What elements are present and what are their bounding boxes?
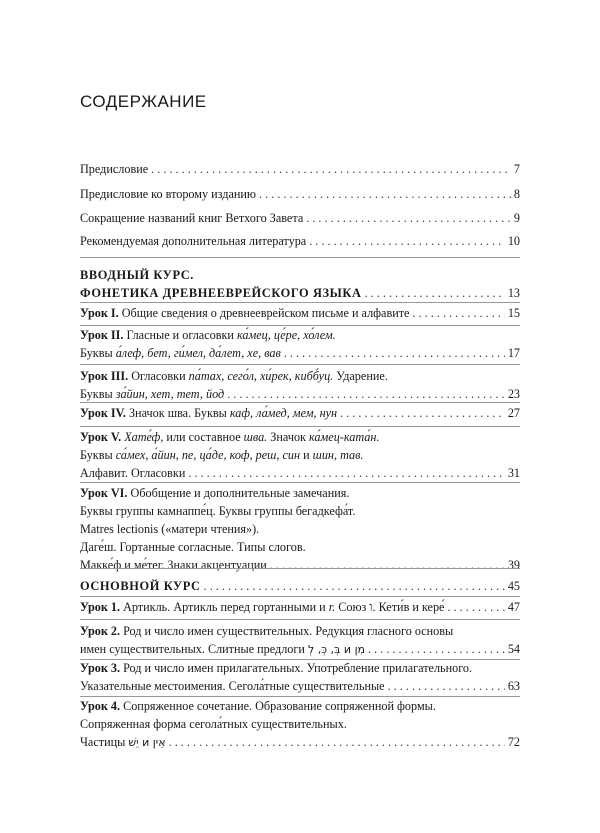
lesson-text: Буквы — [80, 387, 113, 401]
toc-lesson-IV[interactable] — [80, 404, 520, 422]
divider — [80, 364, 520, 365]
page-number: 7 — [513, 162, 520, 176]
lesson-text: Обобщение и дополнительные замечания. — [130, 486, 350, 500]
lesson-text: Буквы — [80, 346, 113, 360]
lesson-label: Урок III. — [80, 369, 129, 383]
entry-title: Рекомендуемая дополнительная литература — [80, 234, 307, 248]
toc-lesson-III[interactable] — [80, 367, 520, 403]
page-number: 27 — [507, 406, 520, 420]
page-number: 17 — [507, 346, 520, 360]
toc-entry-abbreviations[interactable] — [80, 209, 520, 227]
page-number: 8 — [513, 187, 520, 201]
lesson-terms: а́леф, бет, ги́мел, да́лет, хе, вав — [115, 346, 281, 360]
toc-section-intro[interactable] — [80, 266, 520, 302]
page-number: 72 — [507, 735, 520, 749]
lesson-terms: па́тах, сего́л, хи́рек, кибб́уц. — [188, 369, 334, 383]
page-number: 9 — [513, 211, 520, 225]
lesson-text: Союз ו. Кети́в и кере́ — [338, 600, 445, 614]
lesson-terms: ка́мец, це́ре, хо́лем. — [236, 328, 336, 342]
lesson-text: Буквы — [80, 448, 113, 462]
divider — [80, 596, 520, 597]
toc-section-main[interactable] — [80, 577, 520, 595]
page-number: 39 — [507, 558, 520, 572]
lesson-text: Частицы — [80, 735, 126, 749]
lesson-terms: са́мех, а́йин, пе, ца́де, коф, реш, син — [115, 448, 301, 462]
divider — [80, 568, 520, 569]
lesson-text: Артикль. Артикль перед гортанными и — [123, 600, 326, 614]
toc-lesson-I[interactable] — [80, 304, 520, 322]
lesson-label: Урок VI. — [80, 486, 128, 500]
lesson-terms: за́йин, хет, тет, йод — [115, 387, 225, 401]
lesson-text: Буквы группы камнаппе́ц. Буквы группы бегадкефа́т. — [80, 504, 356, 518]
divider — [80, 402, 520, 403]
divider — [80, 426, 520, 427]
lesson-text: Огласовки — [131, 369, 186, 383]
entry-title: Предисловие — [80, 162, 149, 176]
lesson-text: Род и число имен прилагательных. Употребление прилагательного. — [123, 661, 473, 675]
page-number: 13 — [507, 286, 520, 300]
page-number: 10 — [507, 234, 520, 248]
hebrew-text: בְּ, כְּ, לְ и מִן — [307, 643, 366, 656]
lesson-text: Сопряженное сочетание. Образование сопряженной формы. — [123, 699, 436, 713]
lesson-terms: шин, тав. — [312, 448, 364, 462]
lesson-terms: каф, ла́мед, мем, нун — [229, 406, 338, 420]
toc-lesson-4[interactable] — [80, 697, 520, 752]
divider — [80, 619, 520, 620]
page-number: 23 — [507, 387, 520, 401]
divider — [80, 302, 520, 303]
page-number: 15 — [507, 306, 520, 320]
divider — [80, 482, 520, 483]
section-title-line2: ФОНЕТИКА ДРЕВНЕЕВРЕЙСКОГО ЯЗЫКА — [80, 286, 362, 300]
entry-title: Сокращение названий книг Ветхого Завета — [80, 211, 304, 225]
page-number: 45 — [507, 579, 520, 593]
lesson-text: Значок шва. Буквы — [128, 406, 227, 420]
entry-title: Предисловие ко второму изданию — [80, 187, 257, 201]
lesson-label: Урок I. — [80, 306, 119, 320]
divider — [80, 257, 520, 258]
lesson-terms: ка́мец-ката́н. — [309, 430, 380, 444]
lesson-label: Урок IV. — [80, 406, 126, 420]
lesson-terms: шва. — [243, 430, 268, 444]
page-title: СОДЕРЖАНИЕ — [80, 92, 207, 111]
lesson-terms: r. — [328, 600, 336, 614]
toc-lesson-II[interactable] — [80, 326, 520, 362]
lesson-terms: Хате́ф, — [124, 430, 164, 444]
hebrew-text: יֵשׁ и אֵין — [128, 736, 166, 749]
page-number: 63 — [507, 679, 520, 693]
lesson-text: Даге́ш. Гортанные согласные. Типы слогов. — [80, 540, 306, 554]
toc-lesson-2[interactable] — [80, 622, 520, 659]
toc-entry-preface[interactable] — [80, 160, 520, 178]
lesson-text: Ударение. — [336, 369, 388, 383]
page-number: 31 — [507, 466, 520, 480]
page-number: 54 — [507, 642, 520, 656]
lesson-text: Макке́ф и ме́тег. Знаки акцентуации — [80, 558, 267, 572]
lesson-label: Урок 4. — [80, 699, 121, 713]
section-title-line1: ВВОДНЫЙ КУРС. — [80, 268, 195, 282]
lesson-text: Matres lectionis («матери чтения»). — [80, 522, 260, 536]
lesson-text: Алфавит. Огласовки — [80, 466, 186, 480]
toc-lesson-VI[interactable] — [80, 484, 520, 574]
lesson-text: Общие сведения о древнееврейском письме и алфавите — [121, 306, 410, 320]
toc-entry-literature[interactable] — [80, 232, 520, 250]
lesson-text: имен существительных. Слитные предлоги — [80, 642, 305, 656]
lesson-text: или составное — [166, 430, 241, 444]
page-number: 47 — [507, 600, 520, 614]
lesson-text: Указательные местоимения. Сегола́тные существительные — [80, 679, 385, 693]
lesson-label: Урок 3. — [80, 661, 121, 675]
lesson-label: Урок V. — [80, 430, 122, 444]
lesson-label: Урок 1. — [80, 600, 121, 614]
section-title: ОСНОВНОЙ КУРС — [80, 579, 201, 593]
lesson-label: Урок 2. — [80, 624, 121, 638]
toc-lesson-3[interactable] — [80, 659, 520, 695]
toc-entry-preface-2nd[interactable] — [80, 185, 520, 203]
lesson-text: Род и число имен существительных. Редукция гласного основы — [123, 624, 454, 638]
lesson-text: Значок — [270, 430, 306, 444]
lesson-text: и — [303, 448, 310, 462]
lesson-label: Урок II. — [80, 328, 124, 342]
lesson-text: Гласные и огласовки — [126, 328, 234, 342]
lesson-text: Сопряженная форма сегола́тных существительных. — [80, 717, 347, 731]
toc-lesson-1[interactable] — [80, 598, 520, 616]
toc-lesson-V[interactable] — [80, 428, 520, 482]
